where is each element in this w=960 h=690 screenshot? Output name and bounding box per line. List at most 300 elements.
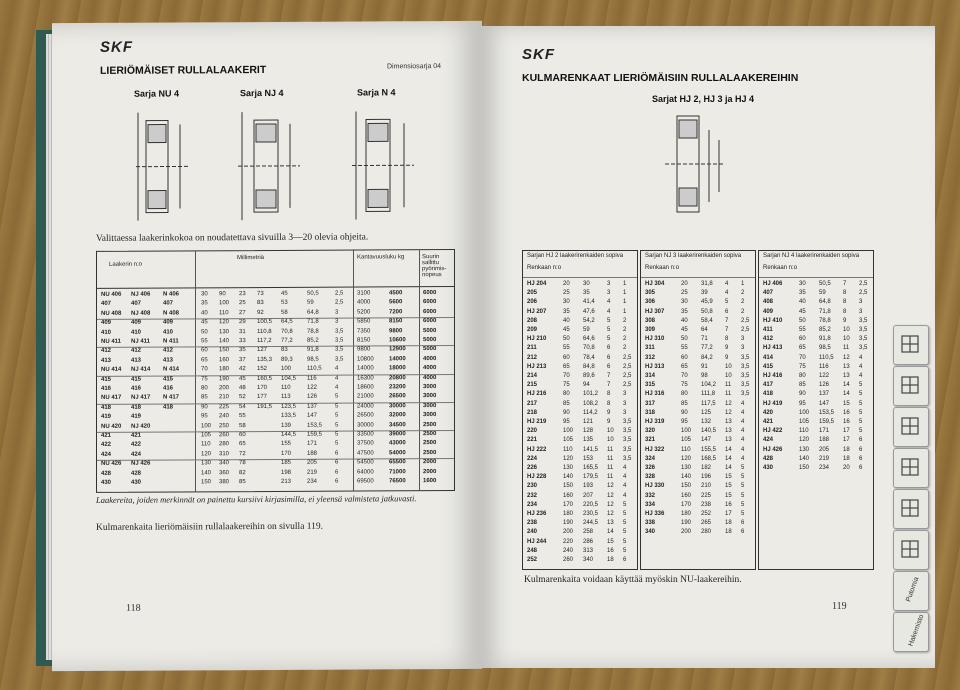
table-cell: 20 <box>843 465 850 471</box>
table-cell: 104,2 <box>701 382 717 389</box>
skf-logo: SKF <box>100 38 133 56</box>
table-cell: 13 <box>607 520 614 527</box>
table-cell: 110,5 <box>819 354 834 361</box>
table-cell: 10 <box>725 373 732 379</box>
table-cell: 30000 <box>389 403 406 410</box>
table-cell: 265 <box>701 520 712 527</box>
table-cell: 64,5 <box>281 319 293 326</box>
table-cell: 10 <box>843 327 850 333</box>
table-cell: 280 <box>701 529 712 536</box>
table-cell: 45 <box>799 308 806 315</box>
table-cell: 248 <box>527 547 538 554</box>
table-cell: 1 <box>623 308 627 315</box>
table-cell: 210 <box>219 394 230 401</box>
table-cell: HJ 336 <box>645 511 665 517</box>
table-cell: 89,6 <box>583 373 595 379</box>
table-cell: 415 <box>101 376 112 383</box>
table-cell: 5 <box>335 431 339 438</box>
table-cell: 127 <box>257 347 268 354</box>
table-cell: 3,5 <box>335 328 344 335</box>
table-cell: 55 <box>799 327 806 333</box>
table-cell: 238 <box>527 520 538 527</box>
table-cell: N 417 <box>163 394 180 401</box>
table-cell: 5600 <box>389 299 403 306</box>
table-cell: 35 <box>583 290 590 297</box>
thumb-tab[interactable] <box>893 366 929 406</box>
table-cell: 35 <box>563 308 570 315</box>
table-cell: 60 <box>563 354 570 361</box>
table-cell: 144,5 <box>281 431 297 438</box>
table-cell: 6 <box>741 529 745 536</box>
table-cell: 58,4 <box>701 317 713 324</box>
table-cell: 2 <box>623 327 627 333</box>
table-cell: 85 <box>201 394 208 401</box>
table-cell: 91 <box>701 363 708 370</box>
table-cell: 116 <box>307 375 317 382</box>
table-cell: 321 <box>645 437 656 444</box>
table-cell: 286 <box>583 538 594 545</box>
table-cell: 132 <box>701 419 712 425</box>
table-cell: 65 <box>799 345 806 352</box>
table-cell: 15 <box>725 483 732 490</box>
table-cell: 64,8 <box>819 299 831 306</box>
table-cell: 100 <box>201 422 212 429</box>
angle-ring-table <box>522 250 638 570</box>
table-cell: 70,8 <box>281 328 293 335</box>
table-cell: 188 <box>307 450 318 457</box>
table-cell: 334 <box>645 501 656 508</box>
table-cell: 410 <box>101 329 112 336</box>
table-cell: NU 414 <box>101 366 122 374</box>
table-cell: 35 <box>239 347 246 354</box>
table-cell: N 408 <box>163 310 180 317</box>
table-cell: 55 <box>563 345 570 352</box>
table-cell: 205 <box>527 290 538 297</box>
table-cell: NU 420 <box>101 423 122 430</box>
table-cell: 95 <box>681 419 688 425</box>
table-cell: 1 <box>623 299 627 306</box>
table-cell: 3,5 <box>335 337 344 344</box>
table-cell: 54000 <box>389 450 406 457</box>
table-cell: 45 <box>563 327 570 333</box>
table-cell: 11 <box>725 382 732 389</box>
table-cell: 5 <box>741 474 745 481</box>
table-cell: 430 <box>131 479 142 486</box>
table-cell: 2 <box>623 336 627 343</box>
table-cell: 328 <box>645 474 656 481</box>
table-cell: 137 <box>819 391 830 398</box>
table-cell: 126 <box>307 394 318 401</box>
table-cell: 105 <box>563 437 574 444</box>
thumb-tab[interactable] <box>893 571 929 611</box>
table-cell: HJ 313 <box>645 363 665 370</box>
table-cell: 104,5 <box>281 375 297 382</box>
table-cell: 7 <box>725 317 729 324</box>
table-cell: 12 <box>607 501 614 508</box>
table-cell: 240 <box>219 413 230 420</box>
table-cell: NU 408 <box>101 310 122 317</box>
table-cell: 190 <box>681 520 692 527</box>
table-cell: 2,5 <box>741 327 750 333</box>
table-cell: 5 <box>859 428 863 435</box>
table-cell: 8 <box>843 308 847 315</box>
table-cell: 69500 <box>357 478 374 485</box>
table-cell: HJ 410 <box>763 317 783 324</box>
table-cell: 5 <box>335 412 339 419</box>
table-cell: 110,8 <box>257 328 272 335</box>
table-cell: 91,8 <box>819 336 831 343</box>
table-cell: 58 <box>239 422 246 429</box>
table-cell: 170 <box>681 501 692 508</box>
table-cell: 6000 <box>423 318 437 325</box>
table-cell: 20 <box>563 281 570 287</box>
table-cell: NJ 417 <box>131 395 151 402</box>
table-cell: 64,6 <box>583 336 595 343</box>
table-cell: 213 <box>281 478 292 485</box>
table-cell: 40 <box>681 317 688 324</box>
table-cell: 91,8 <box>307 347 319 354</box>
table-cell: 9 <box>843 317 847 324</box>
table-cell: 6 <box>335 450 339 457</box>
table-cell: 179,5 <box>583 474 599 481</box>
table-cell: 3,5 <box>335 346 344 354</box>
table-cell: 219 <box>819 455 830 462</box>
table-cell: 185 <box>281 460 292 467</box>
table-cell: 5 <box>607 336 611 343</box>
table-cell: 105 <box>681 437 692 444</box>
table-cell: 2 <box>741 308 745 315</box>
table-cell: 55 <box>681 345 688 352</box>
table-cell: 17 <box>843 437 850 444</box>
table-cell: 2500 <box>423 421 437 428</box>
table-cell: 6 <box>335 478 339 485</box>
table-cell: 309 <box>645 327 656 333</box>
table-cell: 3,5 <box>741 391 750 398</box>
table-cell: 2500 <box>423 440 437 447</box>
table-cell: 8 <box>607 400 611 407</box>
thumb-tab[interactable] <box>893 530 929 570</box>
table-cell: 170 <box>563 501 574 508</box>
table-cell: 23 <box>239 291 246 298</box>
table-cell: HJ 426 <box>763 446 783 453</box>
table-cell: 3100 <box>357 290 371 297</box>
table-cell: 30000 <box>357 422 374 429</box>
table-cell: 54 <box>239 403 246 410</box>
table-cell: 33500 <box>357 431 374 438</box>
table-cell: 5200 <box>357 309 371 316</box>
table-cell: 206 <box>527 299 538 306</box>
table-cell: 77,2 <box>281 337 293 344</box>
table-header: Renkaan n:o <box>763 265 798 271</box>
table-cell: 120 <box>681 455 692 462</box>
table-cell: 59 <box>583 327 590 333</box>
table-cell: 73 <box>257 291 264 298</box>
bearing-dimension-table <box>96 249 455 493</box>
table-cell: NJ 414 <box>131 366 151 373</box>
table-cell: 6000 <box>423 299 437 306</box>
table-cell: 140 <box>681 474 692 481</box>
table-cell: 308 <box>645 317 656 324</box>
table-cell: 411 <box>763 327 773 333</box>
table-cell: 6 <box>741 520 745 527</box>
table-cell: 113 <box>281 394 291 401</box>
table-cell: 37 <box>239 356 246 363</box>
table-cell: 3 <box>623 400 627 407</box>
table-cell: 71000 <box>389 468 406 475</box>
table-cell: 5 <box>335 394 339 401</box>
thumb-tab[interactable] <box>893 612 929 652</box>
table-cell: 120 <box>563 455 574 462</box>
table-cell: 5 <box>725 299 729 306</box>
thumb-tab[interactable] <box>893 325 929 365</box>
table-cell: 5 <box>623 529 627 536</box>
table-cell: 417 <box>763 382 774 389</box>
table-cell: 3 <box>607 281 611 287</box>
table-cell: 2,5 <box>335 299 344 307</box>
table-cell: 147 <box>701 437 712 444</box>
table-cell: 155 <box>281 441 292 448</box>
table-cell: 147 <box>307 412 318 419</box>
table-cell: 211 <box>527 345 537 352</box>
table-cell: 4 <box>859 354 863 361</box>
table-cell: 190 <box>563 520 574 527</box>
table-cell: HJ 310 <box>645 336 665 343</box>
table-cell: 238 <box>701 501 712 508</box>
table-cell: 3 <box>859 299 863 306</box>
table-cell: 75 <box>201 375 208 382</box>
table-cell: 85 <box>799 382 806 389</box>
table-cell: HJ 222 <box>527 446 547 453</box>
table-cell: 340 <box>219 460 230 467</box>
table-title: Sarjan NJ 3 laakerirenkaiden sopiva <box>645 253 742 259</box>
tab-label: Hakemisto <box>907 613 926 648</box>
table-cell: 315 <box>645 382 656 389</box>
table-cell: 5 <box>741 465 745 471</box>
page-heading: KULMARENKAAT LIERIÖMÄISIIN RULLALAAKEREIHIN <box>522 72 799 84</box>
table-cell: 110 <box>563 446 573 453</box>
table-cell: 412 <box>101 348 112 355</box>
table-cell: 16 <box>843 419 850 425</box>
table-cell: 8150 <box>357 337 371 344</box>
table-cell: 30 <box>681 299 688 306</box>
table-cell: 3,5 <box>741 363 750 370</box>
table-cell: 45 <box>239 375 246 382</box>
table-cell: 90 <box>201 404 208 411</box>
table-cell: 380 <box>219 479 230 486</box>
table-cell: 3000 <box>423 384 437 391</box>
table-cell: 3,5 <box>623 419 632 425</box>
table-cell: 3,5 <box>859 317 868 324</box>
corner-note: Dimensiosarja 04 <box>387 63 442 71</box>
table-cell: 6 <box>607 345 611 352</box>
header-bearing-no: Laakerin n:o <box>109 261 143 268</box>
tab-label: Putomia <box>905 576 921 603</box>
table-cell: 25 <box>239 300 246 307</box>
table-cell: 310 <box>219 450 230 458</box>
table-cell: 225 <box>701 492 712 499</box>
table-cell: 100 <box>281 366 292 373</box>
table-cell: 80 <box>799 373 806 379</box>
table-cell: 424 <box>763 437 774 444</box>
angle-ring-table <box>640 250 756 570</box>
reference-text: Kulmarenkaita lieriömäisiin rullalaakereihin on sivulla 119. <box>96 521 324 533</box>
table-cell: 12 <box>725 409 732 416</box>
table-cell: 16 <box>725 501 732 508</box>
table-cell: 413 <box>131 357 142 364</box>
table-cell: 313 <box>583 547 594 554</box>
table-cell: 9 <box>725 345 729 352</box>
table-cell: N 414 <box>163 366 180 373</box>
table-cell: 428 <box>101 470 112 477</box>
table-cell: 50,5 <box>307 290 319 297</box>
table-cell: 4 <box>741 455 745 462</box>
table-cell: 409 <box>763 308 774 315</box>
table-cell: 110 <box>281 384 291 391</box>
table-footnote: Laakereita, joiden merkinnät on painettu kursiivi kirjasimilla, ei yleensä valmisteta jatkuvasti. <box>96 493 417 505</box>
table-cell: 5000 <box>423 346 437 353</box>
page-number: 119 <box>832 601 847 612</box>
table-cell: 15 <box>725 492 732 499</box>
table-cell: 25 <box>681 290 688 297</box>
table-cell: 5 <box>623 520 627 527</box>
table-cell: 419 <box>131 413 142 420</box>
table-cell: 4 <box>335 375 339 382</box>
table-cell: 18 <box>725 529 732 536</box>
thumb-tab[interactable] <box>893 407 929 447</box>
table-cell: 42 <box>239 366 246 373</box>
table-cell: 418 <box>163 404 174 411</box>
table-cell: 6 <box>859 446 863 453</box>
table-cell: 234 <box>307 478 318 485</box>
table-cell: HJ 213 <box>527 363 547 370</box>
table-cell: 90 <box>799 391 806 398</box>
table-cell: 3000 <box>423 393 437 400</box>
table-cell: 230,5 <box>583 511 599 517</box>
table-cell: 90 <box>219 291 226 298</box>
table-cell: 75 <box>563 382 570 389</box>
table-cell: 45 <box>201 319 208 326</box>
table-cell: 3 <box>741 345 745 352</box>
table-cell: 83 <box>257 300 264 307</box>
table-cell: 10800 <box>357 356 374 363</box>
table-cell: 16 <box>607 547 614 554</box>
table-cell: 120 <box>799 437 810 444</box>
table-cell: 5 <box>335 403 339 410</box>
table-cell: 80 <box>563 391 570 398</box>
left-page <box>52 21 482 671</box>
table-cell: 152 <box>257 366 268 373</box>
table-cell: 43000 <box>389 440 406 447</box>
table-cell: 70 <box>201 366 208 373</box>
table-cell: 3,5 <box>741 354 750 361</box>
table-cell: 65 <box>201 357 208 364</box>
table-cell: 180 <box>681 511 692 517</box>
table-cell: 5 <box>741 492 745 499</box>
table-cell: 415 <box>163 376 174 383</box>
table-cell: 177 <box>257 394 268 401</box>
table-cell: 153,5 <box>307 422 323 429</box>
table-cell: 31 <box>239 328 246 335</box>
table-cell: 12 <box>607 511 614 517</box>
table-cell: 340 <box>583 557 594 563</box>
table-cell: 9 <box>725 354 729 361</box>
table-cell: 180 <box>219 366 230 373</box>
table-cell: 11 <box>607 465 614 471</box>
table-cell: 121 <box>583 419 594 425</box>
table-cell: 110 <box>799 428 809 435</box>
table-cell: NJ 426 <box>131 460 151 467</box>
table-cell: HJ 330 <box>645 483 665 490</box>
thumb-tab[interactable] <box>893 448 929 488</box>
table-cell: 12 <box>725 400 732 407</box>
table-cell: HJ 319 <box>645 419 665 425</box>
table-cell: 4 <box>741 428 745 435</box>
table-cell: 100 <box>799 409 810 416</box>
table-cell: 5 <box>859 419 863 425</box>
table-cell: 217 <box>527 400 538 407</box>
table-cell: 100,5 <box>257 319 273 326</box>
table-cell: 225 <box>219 403 230 411</box>
table-cell: 8 <box>725 336 729 343</box>
table-cell: 78 <box>239 460 246 467</box>
table-cell: 252 <box>701 511 712 517</box>
table-cell: 15 <box>725 474 732 481</box>
table-cell: 180 <box>563 511 574 517</box>
table-cell: 17 <box>843 428 850 435</box>
table-cell: 212 <box>527 354 538 361</box>
table-cell: 9800 <box>389 327 403 334</box>
table-cell: 2,5 <box>623 354 632 361</box>
table-cell: 220 <box>563 538 574 545</box>
table-cell: 428 <box>763 455 774 462</box>
table-cell: 84,8 <box>583 363 595 370</box>
table-cell: 407 <box>163 300 174 307</box>
table-cell: 7350 <box>357 328 371 335</box>
table-cell: 6 <box>859 465 863 471</box>
table-cell: 30 <box>201 291 208 298</box>
table-cell: 116 <box>819 363 829 370</box>
table-cell: 409 <box>101 320 112 327</box>
table-cell: 105 <box>201 432 212 439</box>
table-cell: 18000 <box>389 365 406 372</box>
table-cell: NJ 411 <box>131 338 151 345</box>
table-cell: 2,5 <box>623 382 632 389</box>
table-cell: 120 <box>219 319 230 326</box>
table-cell: 416 <box>163 385 174 392</box>
table-cell: 424 <box>131 451 142 458</box>
table-cell: 80 <box>681 391 688 398</box>
table-cell: 422 <box>131 442 142 449</box>
table-cell: 137 <box>307 403 318 410</box>
table-cell: 95 <box>799 400 806 407</box>
table-cell: 410 <box>131 329 142 336</box>
table-cell: 4 <box>607 308 611 315</box>
table-cell: 12900 <box>389 346 406 353</box>
table-cell: 311 <box>645 345 655 352</box>
table-cell: 18600 <box>357 384 374 391</box>
table-cell: 114,2 <box>583 409 598 416</box>
table-cell: 416 <box>131 385 142 392</box>
thumb-tab[interactable] <box>893 489 929 529</box>
table-cell: 2,5 <box>335 290 344 297</box>
table-cell: 2,5 <box>859 281 868 287</box>
table-cell: 332 <box>645 492 656 499</box>
page-number: 118 <box>126 602 141 614</box>
table-cell: 25 <box>563 290 570 297</box>
table-cell: 4 <box>859 373 863 379</box>
table-cell: 122 <box>819 373 830 379</box>
table-cell: 409 <box>163 319 174 326</box>
